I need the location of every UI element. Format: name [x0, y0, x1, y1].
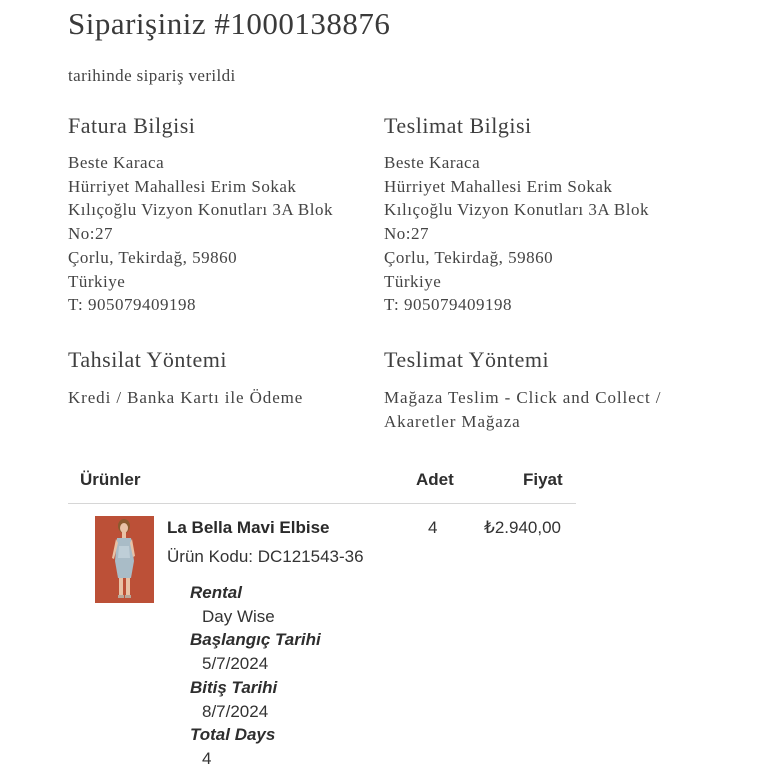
option-label-end-date: Bitiş Tarihi [190, 678, 278, 697]
shipping-title: Teslimat Bilgisi [384, 113, 532, 138]
shipping-phone: T: 905079409198 [384, 295, 513, 315]
delivery-method-text [384, 386, 661, 434]
products-column-header: Ürünler [80, 470, 141, 489]
delivery-method-line: Mağaza Teslim - Click and Collect / [384, 388, 662, 407]
order-date-text: tarihinde sipariş verildi [68, 66, 236, 85]
shipping-country: Türkiye [384, 271, 442, 291]
option-value-end-date: 8/7/2024 [202, 702, 269, 721]
delivery-method-title: Teslimat Yöntemi [384, 347, 550, 372]
price-column-header: Fiyat [523, 470, 563, 489]
billing-street: Hürriyet Mahallesi Erim Sokak [68, 176, 297, 196]
payment-method-value: Kredi / Banka Kartı ile Ödeme [68, 388, 304, 407]
billing-country: Türkiye [68, 271, 126, 291]
delivery-store-line: Akaretler Mağaza [384, 412, 521, 431]
option-label-total-days: Total Days [190, 725, 276, 744]
billing-phone: T: 905079409198 [68, 295, 197, 315]
product-price: ₺2.940,00 [484, 518, 561, 537]
option-value-rental: Day Wise [202, 607, 275, 626]
billing-building: Kılıçoğlu Vizyon Konutları 3A Blok [68, 200, 333, 220]
product-code: Ürün Kodu: DC121543-36 [167, 547, 364, 566]
billing-title: Fatura Bilgisi [68, 113, 196, 138]
quantity-column-header: Adet [416, 470, 454, 489]
billing-city: Çorlu, Tekirdağ, 59860 [68, 247, 238, 267]
payment-method-title: Tahsilat Yöntemi [68, 347, 228, 372]
billing-name: Beste Karaca [68, 153, 165, 172]
payment-method-text [68, 386, 303, 410]
dress-photo-icon [95, 516, 154, 603]
product-quantity: 4 [428, 518, 438, 537]
shipping-building: Kılıçoğlu Vizyon Konutları 3A Blok [384, 200, 649, 220]
shipping-address [384, 151, 649, 317]
table-header-divider [68, 503, 576, 504]
option-value-start-date: 5/7/2024 [202, 654, 269, 673]
option-value-total-days: 4 [202, 749, 212, 768]
option-label-start-date: Başlangıç Tarihi [190, 630, 321, 649]
product-name[interactable]: La Bella Mavi Elbise [167, 518, 330, 537]
shipping-street: Hürriyet Mahallesi Erim Sokak [384, 176, 613, 196]
shipping-city: Çorlu, Tekirdağ, 59860 [384, 247, 554, 267]
billing-address [68, 151, 333, 317]
option-label-rental: Rental [190, 583, 242, 602]
shipping-number: No:27 [384, 224, 429, 244]
page-title: Siparişiniz #1000138876 [68, 6, 391, 41]
billing-number: No:27 [68, 224, 113, 244]
shipping-name: Beste Karaca [384, 153, 481, 172]
product-image[interactable] [95, 516, 154, 603]
